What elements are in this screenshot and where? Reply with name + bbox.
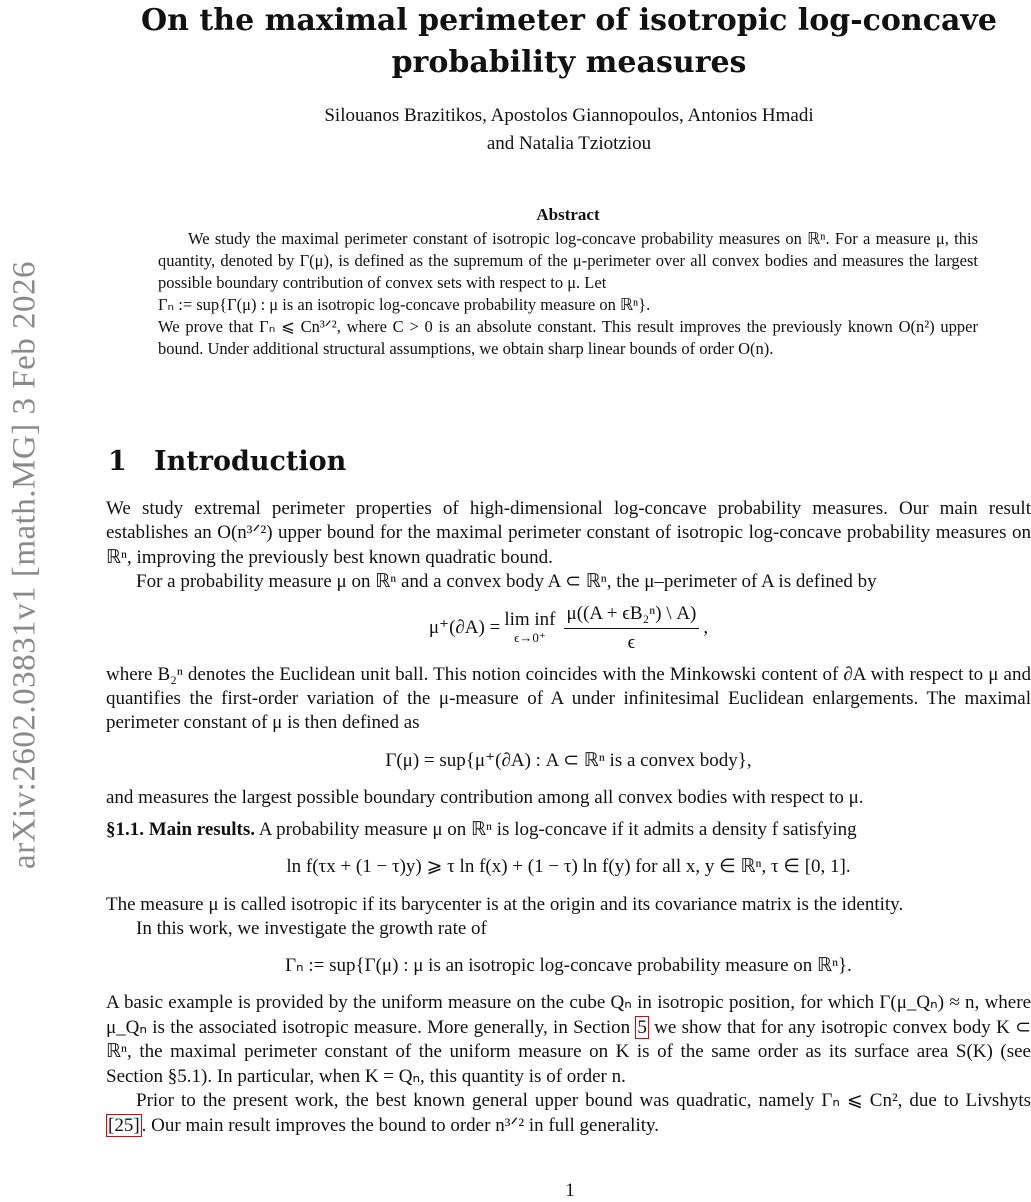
title-line-1: On the maximal perimeter of isotropic log-concave — [141, 3, 997, 38]
subsection-label: §1.1. Main results. — [106, 819, 256, 841]
section-title: Introduction — [154, 446, 347, 477]
abstract-equation: Γₙ := sup{Γ(μ) : μ is an isotropic log-concave probability measure on ℝⁿ}. — [158, 295, 651, 314]
section-number: 1 — [108, 446, 127, 477]
perimeter-eq-lhs: μ⁺(∂A) = — [428, 617, 501, 639]
author-list — [108, 102, 1030, 158]
liminf-label: lim inf — [504, 608, 556, 630]
perimeter-equation — [106, 595, 1031, 663]
fraction-numerator: μ((A + ϵB₂ⁿ) \ A) — [564, 602, 700, 629]
body-paragraph-9 — [106, 1089, 1031, 1138]
section-5-link[interactable]: 5 — [637, 1016, 647, 1038]
body-paragraph-5 — [106, 818, 1031, 842]
abstract-paragraph-1: We study the maximal perimeter constant of isotropic log-concave probability measures on ℝⁿ. For a measure μ, this quantity, denoted by Γ(μ), is defined as the supremum of the μ-perimeter over all convex bodies and measures the largest possible boundary contribution of convex sets with respect to μ. Let — [158, 229, 978, 292]
perimeter-eq-comma: , — [703, 617, 709, 639]
arxiv-sidebar — [0, 185, 50, 945]
body-paragraph-2: For a probability measure μ on ℝⁿ and a convex body A ⊂ ℝⁿ, the μ–perimeter of A is defined by — [136, 571, 877, 593]
page-number: 1 — [565, 1180, 575, 1201]
body-paragraph-6: The measure μ is called isotropic if its barycenter is at the origin and its covariance matrix is the identity. — [106, 893, 904, 915]
gamma-n-equation: Γₙ := sup{Γ(μ) : μ is an isotropic log-concave probability measure on ℝⁿ}. — [285, 955, 852, 977]
paper-title — [108, 0, 1030, 84]
body-paragraph-8b: we show that for any isotropic convex body K ⊂ ℝⁿ, the maximal perimeter constant of the uniform measure on K is of the same order as its surface area S(K) (see Section §5.1). In particular, when K = Qₙ, this quantity is of order n. — [106, 1016, 1031, 1087]
log-concavity-equation: ln f(τx + (1 − τ)y) ⩾ τ ln f(x) + (1 − τ) ln f(y) for all x, y ∈ ℝⁿ, τ ∈ [0, 1]. — [286, 856, 851, 878]
body-paragraph-8a: A basic example is provided by the uniform measure on the cube Qₙ in isotropic position, for which Γ(μ_Qₙ) ≈ n, where μ_Qₙ is the associated isotropic measure. More generally, in Section — [106, 992, 1031, 1038]
liminf-subscript: ϵ→0⁺ — [514, 629, 546, 645]
body-paragraph-4: and measures the largest possible boundary contribution among all convex bodies with respect to μ. — [106, 786, 864, 808]
authors-line-1: Silouanos Brazitikos, Apostolos Giannopoulos, Antonios Hmadi — [324, 105, 814, 126]
body-text — [106, 497, 1031, 1138]
fraction-denominator: ϵ — [627, 632, 636, 654]
authors-line-2: and Natalia Tziotziou — [486, 133, 652, 154]
citation-25-link[interactable]: [25] — [108, 1114, 140, 1136]
title-line-2: probability measures — [391, 45, 747, 80]
abstract-heading: Abstract — [536, 205, 600, 224]
body-paragraph-7: In this work, we investigate the growth rate of — [136, 918, 487, 940]
body-paragraph-9a: Prior to the present work, the best known general upper bound was quadratic, namely Γₙ ⩽ Cn², due to Livshyts — [136, 1090, 1031, 1112]
abstract-paragraph-2: We prove that Γₙ ⩽ Cn³ᐟ², where C > 0 is an absolute constant. This result improves the previously known O(n²) upper bound. Under additional structural assumptions, we obtain sharp linear bounds of order O(n). — [158, 317, 978, 358]
body-paragraph-9b: . Our main result improves the bound to order n³ᐟ² in full generality. — [141, 1114, 660, 1136]
max-perimeter-equation: Γ(μ) = sup{μ⁺(∂A) : A ⊂ ℝⁿ is a convex body}, — [385, 749, 752, 771]
body-paragraph-5-text: A probability measure μ on ℝⁿ is log-concave if it admits a density f satisfying — [255, 819, 857, 841]
body-paragraph-1: We study extremal perimeter properties of high-dimensional log-concave probability measures. Our main result establishes an O(n³ᐟ²) upper bound for the maximal perimeter constant of isotropic log-concave probability measures on ℝⁿ, improving the previously best known quadratic bound. — [106, 498, 1031, 568]
body-paragraph-8 — [106, 991, 1031, 1089]
perimeter-fraction — [564, 602, 700, 656]
arxiv-identifier: arXiv:2602.03831v1 [math.MG] 3 Feb 2026 — [6, 261, 43, 869]
section-heading-introduction — [108, 446, 346, 477]
liminf-operator — [504, 608, 556, 647]
body-paragraph-3: where B₂ⁿ denotes the Euclidean unit ball. This notion coincides with the Minkowski content of ∂A with respect to μ and quantifies the first-order variation of the μ-measure of A under infinitesimal Euclidean enlargements. The maximal perimeter constant of μ is then defined as — [106, 663, 1031, 734]
abstract — [158, 204, 978, 360]
